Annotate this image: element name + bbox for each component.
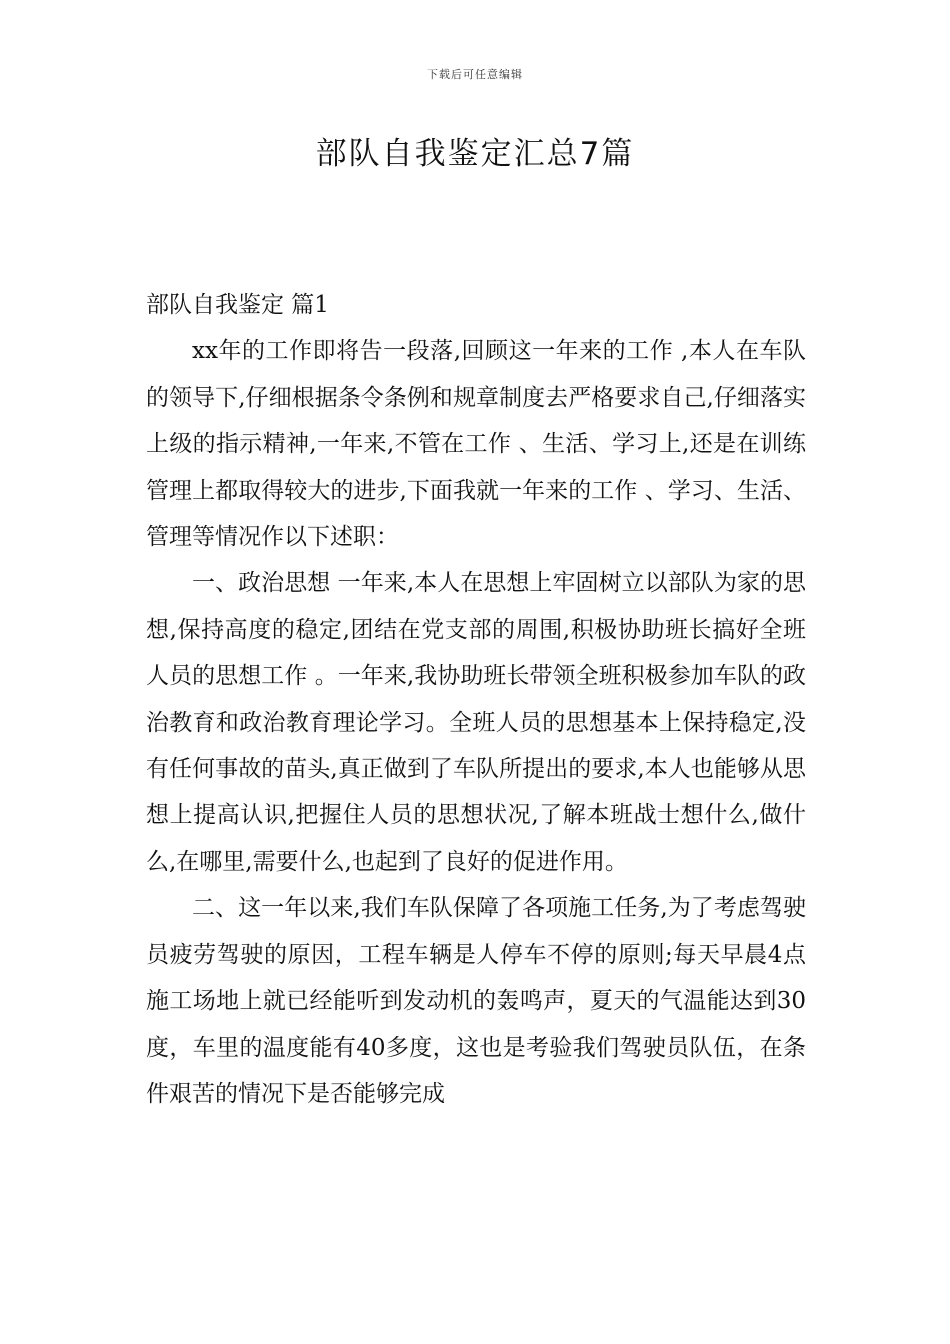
header-note: 下载后可任意编辑 xyxy=(427,68,523,81)
paragraph-3: 二、这一年以来,我们车队保障了各项施工任务,为了考虑驾驶员疲劳驾驶的原因，工程车辆是人停车不停的原则;每天早晨4点施工场地上就已经能听到发动机的轰鸣声，夏天的气温能达到30度，车里的温度能有40多度，这也是考验我们驾驶员队伍，在条件艰苦的情况下是否能够完成 xyxy=(146,895,806,1107)
section-heading: 部队自我鉴定 篇1 xyxy=(146,292,329,318)
document-body xyxy=(146,282,806,1117)
paragraph-1: xx年的工作即将告一段落,回顾这一年来的工作 ,本人在车队的领导下,仔细根据条令条例和规章制度去严格要求自己,仔细落实上级的指示精神,一年来,不管在工作 、生活、学习上,还是在训练管理上都取得较大的进步,下面我就一年来的工作 、学习、生活、管理等情况作以下述职： xyxy=(146,338,806,551)
paragraph-2: 一、政治思想 一年来,本人在思想上牢固树立以部队为家的思想,保持高度的稳定,团结在党支部的周围,积极协助班长搞好全班人员的思想工作 。一年来,我协助班长带领全班积极参加车队的政治教育和政治教育理论学习。全班人员的思想基本上保持稳定,没有任何事故的苗头,真正做到了车队所提出的要求,本人也能够从思想上提高认识,把握住人员的思想状况,了解本班战士想什么,做什么,在哪里,需要什么,也起到了良好的促进作用。 xyxy=(146,570,806,875)
document-title: 部队自我鉴定汇总7篇 xyxy=(315,136,635,172)
